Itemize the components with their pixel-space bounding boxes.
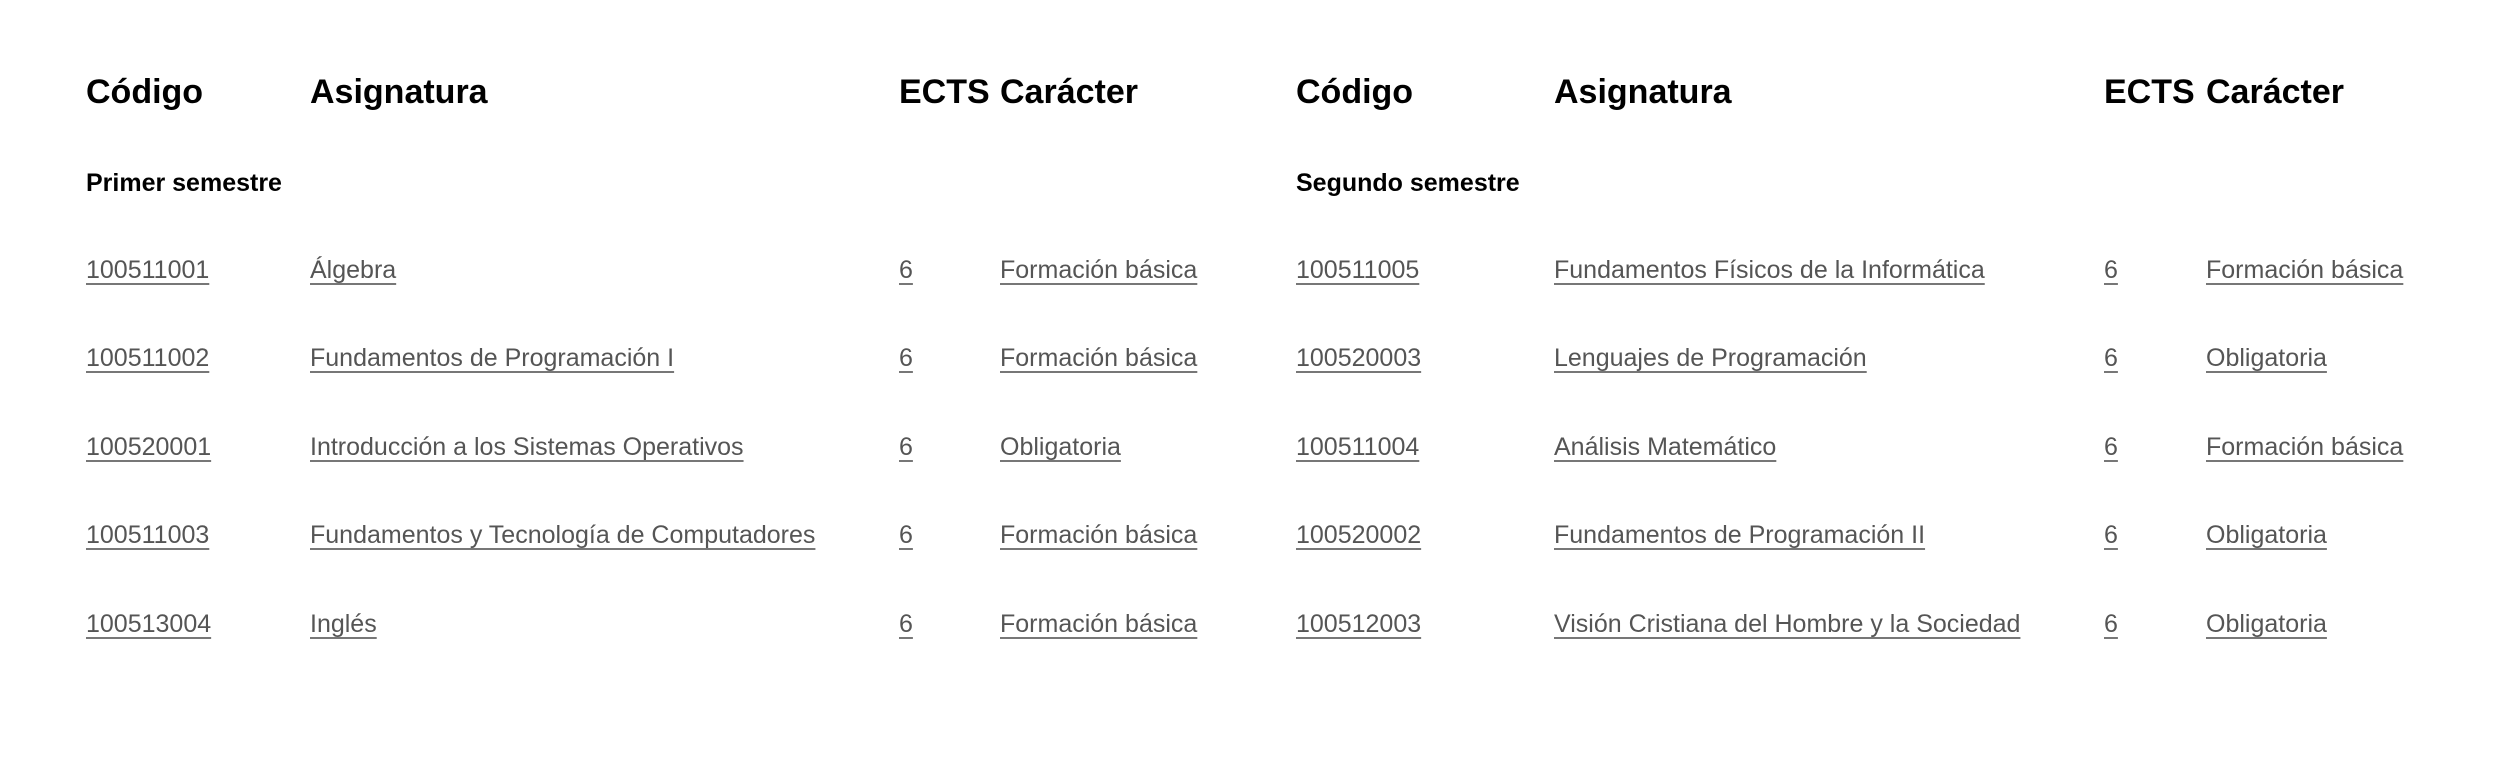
course-code-link[interactable]: 100511001 xyxy=(86,256,210,284)
table-row xyxy=(86,425,1286,469)
column-header-code: Código xyxy=(1296,73,1414,111)
column-header-subject: Asignatura xyxy=(1554,73,1732,111)
table-row xyxy=(86,602,1286,646)
course-character-link[interactable]: Obligatoria xyxy=(2206,521,2327,549)
course-code-link[interactable]: 100511003 xyxy=(86,521,210,549)
course-subject-link[interactable]: Fundamentos de Programación I xyxy=(310,344,675,372)
course-subject-link[interactable]: Fundamentos de Programación II xyxy=(1554,521,1926,549)
course-subject-link[interactable]: Fundamentos y Tecnología de Computadores xyxy=(310,521,816,549)
course-subject-link[interactable]: Fundamentos Físicos de la Informática xyxy=(1554,256,1985,284)
column-header-ects: ECTS xyxy=(2104,73,2195,111)
course-ects-link[interactable]: 6 xyxy=(899,610,913,638)
course-subject-link[interactable]: Inglés xyxy=(310,610,377,638)
course-code-link[interactable]: 100512003 xyxy=(1296,610,1422,638)
course-ects-link[interactable]: 6 xyxy=(2104,344,2118,372)
table-row xyxy=(1296,513,2496,557)
column-header-code: Código xyxy=(86,73,204,111)
course-code-link[interactable]: 100520001 xyxy=(86,433,212,461)
course-ects-link[interactable]: 6 xyxy=(899,344,913,372)
semester-label: Segundo semestre xyxy=(1296,169,1520,197)
course-character-link[interactable]: Formación básica xyxy=(1000,256,1198,284)
table-row xyxy=(86,513,1286,557)
course-subject-link[interactable]: Introducción a los Sistemas Operativos xyxy=(310,433,744,461)
course-subject-link[interactable]: Visión Cristiana del Hombre y la Sociedad xyxy=(1554,610,2021,638)
course-ects-link[interactable]: 6 xyxy=(899,256,913,284)
table-row xyxy=(1296,248,2496,292)
course-character-link[interactable]: Obligatoria xyxy=(1000,433,1121,461)
course-character-link[interactable]: Obligatoria xyxy=(2206,344,2327,372)
course-character-link[interactable]: Formación básica xyxy=(1000,521,1198,549)
course-ects-link[interactable]: 6 xyxy=(2104,610,2118,638)
column-header-subject: Asignatura xyxy=(310,73,488,111)
table-row xyxy=(86,336,1286,380)
table-row xyxy=(86,248,1286,292)
course-code-link[interactable]: 100511004 xyxy=(1296,433,1420,461)
course-character-link[interactable]: Formación básica xyxy=(2206,433,2404,461)
table-row xyxy=(1296,602,2496,646)
course-subject-link[interactable]: Análisis Matemático xyxy=(1554,433,1777,461)
table-row xyxy=(1296,425,2496,469)
column-header-character: Carácter xyxy=(2206,73,2344,111)
course-character-link[interactable]: Formación básica xyxy=(2206,256,2404,284)
course-ects-link[interactable]: 6 xyxy=(899,521,913,549)
column-header-character: Carácter xyxy=(1000,73,1138,111)
course-code-link[interactable]: 100520002 xyxy=(1296,521,1422,549)
course-subject-link[interactable]: Lenguajes de Programación xyxy=(1554,344,1867,372)
table-row xyxy=(1296,336,2496,380)
semester-label: Primer semestre xyxy=(86,169,282,197)
course-subject-link[interactable]: Álgebra xyxy=(310,256,397,284)
course-character-link[interactable]: Formación básica xyxy=(1000,610,1198,638)
course-code-link[interactable]: 100520003 xyxy=(1296,344,1422,372)
course-code-link[interactable]: 100511005 xyxy=(1296,256,1420,284)
course-ects-link[interactable]: 6 xyxy=(2104,433,2118,461)
course-ects-link[interactable]: 6 xyxy=(2104,521,2118,549)
course-ects-link[interactable]: 6 xyxy=(2104,256,2118,284)
course-character-link[interactable]: Obligatoria xyxy=(2206,610,2327,638)
course-character-link[interactable]: Formación básica xyxy=(1000,344,1198,372)
course-ects-link[interactable]: 6 xyxy=(899,433,913,461)
course-code-link[interactable]: 100511002 xyxy=(86,344,210,372)
column-header-ects: ECTS xyxy=(899,73,990,111)
course-code-link[interactable]: 100513004 xyxy=(86,610,212,638)
